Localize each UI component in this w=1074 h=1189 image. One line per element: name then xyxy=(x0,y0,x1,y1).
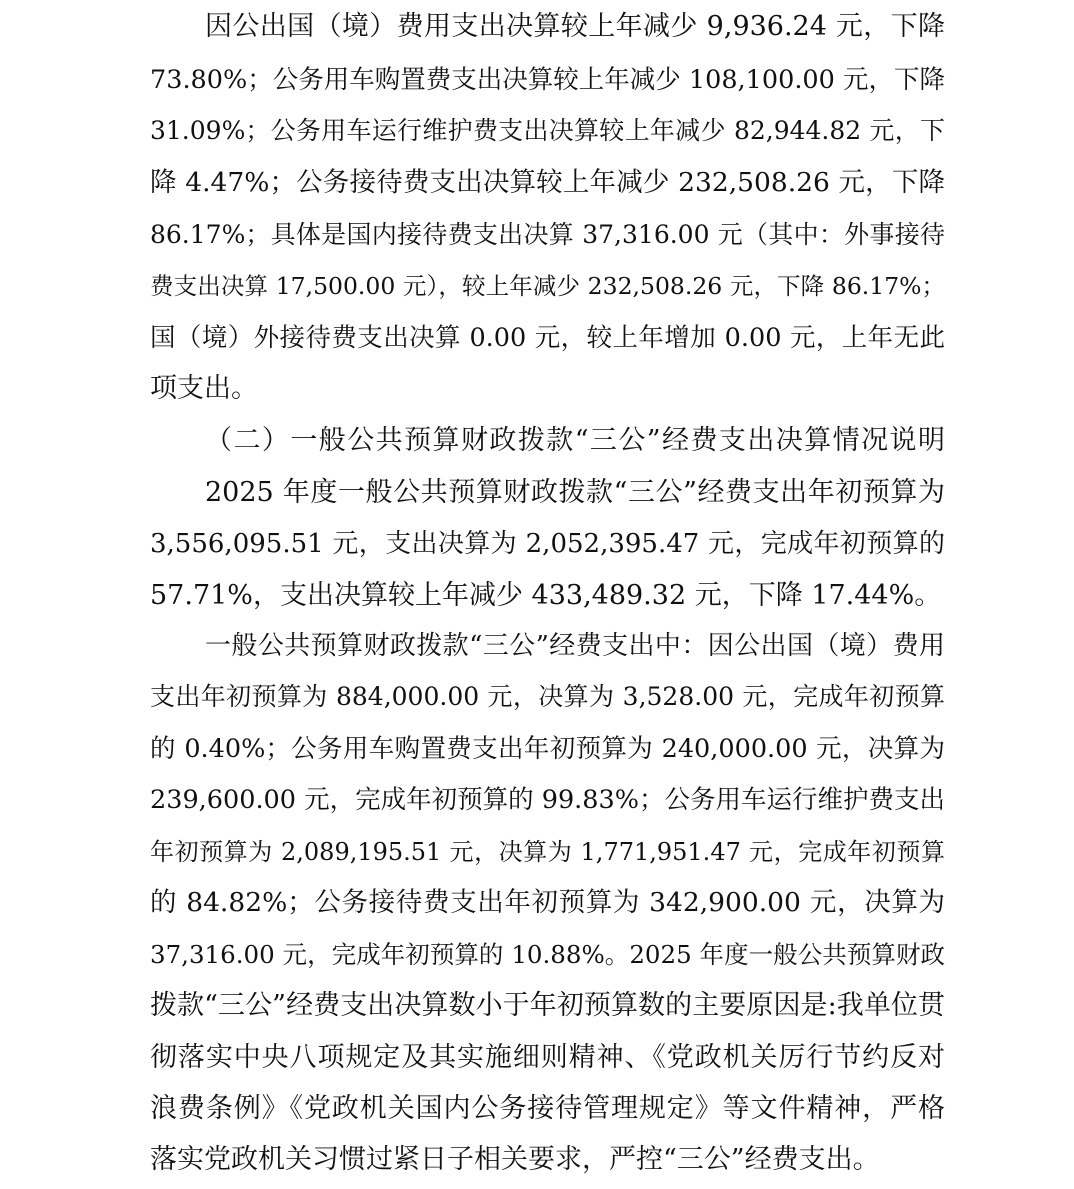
text-line: 239,600.00 元，完成年初预算的 99.83%；公务用车运行维护费支出 xyxy=(150,785,945,815)
text-line: 彻落实中央八项规定及其实施细则精神、《党政机关厉行节约反对 xyxy=(150,1042,945,1073)
text-line: 37,316.00 元，完成年初预算的 10.88%。2025 年度一般公共预算财政 xyxy=(150,940,945,969)
text-line: 3,556,095.51 元，支出决算为 2,052,395.47 元，完成年初预算的 xyxy=(150,529,945,559)
section-heading: （二）一般公共预算财政拨款“三公”经费支出决算情况说明 xyxy=(205,425,945,456)
text-line: 一般公共预算财政拨款“三公”经费支出中：因公出国（境）费用 xyxy=(205,631,945,661)
text-line: 费支出决算 17,500.00 元），较上年减少 232,508.26 元，下降 86.17%； xyxy=(150,272,945,300)
text-line: 支出年初预算为 884,000.00 元，决算为 3,528.00 元，完成年初预算 xyxy=(150,682,945,711)
text-line: 项支出。 xyxy=(150,373,258,404)
text-line: 年初预算为 2,089,195.51 元，决算为 1,771,951.47 元，完成年初预算 xyxy=(150,838,945,866)
text-line: 31.09%；公务用车运行维护费支出决算较上年减少 82,944.82 元，下 xyxy=(150,116,945,145)
text-line: 落实党政机关习惯过紧日子相关要求，严控“三公”经费支出。 xyxy=(150,1144,880,1175)
text-line: 因公出国（境）费用支出决算较上年减少 9,936.24 元，下降 xyxy=(205,11,945,42)
text-line: 浪费条例》《党政机关国内公务接待管理规定》等文件精神，严格 xyxy=(150,1093,945,1124)
text-line: 的 0.40%；公务用车购置费支出年初预算为 240,000.00 元，决算为 xyxy=(150,734,945,764)
text-line: 86.17%；具体是国内接待费支出决算 37,316.00 元（其中：外事接待 xyxy=(150,220,945,249)
text-line: 降 4.47%；公务接待费支出决算较上年减少 232,508.26 元，下降 xyxy=(150,167,945,198)
text-line: 的 84.82%；公务接待费支出年初预算为 342,900.00 元，决算为 xyxy=(150,887,945,918)
text-line: 2025 年度一般公共预算财政拨款“三公”经费支出年初预算为 xyxy=(205,477,945,508)
text-line: 57.71%，支出决算较上年减少 433,489.32 元，下降 17.44%。 xyxy=(150,580,942,611)
text-line: 73.80%；公务用车购置费支出决算较上年减少 108,100.00 元，下降 xyxy=(150,65,945,95)
text-line: 国（境）外接待费支出决算 0.00 元，较上年增加 0.00 元，上年无此 xyxy=(150,323,945,353)
text-line: 拨款“三公”经费支出决算数小于年初预算数的主要原因是:我单位贯 xyxy=(150,990,945,1021)
